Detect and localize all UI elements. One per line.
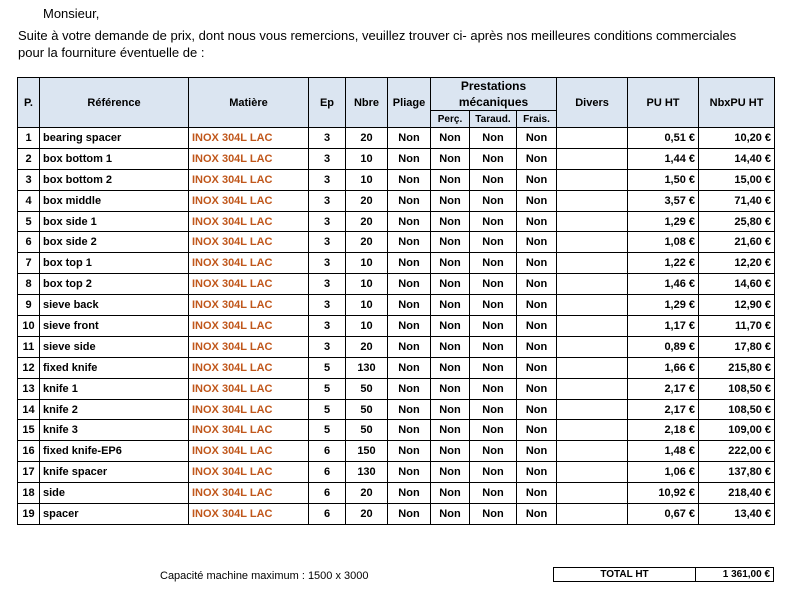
cell-divers [557, 336, 628, 357]
cell-matiere: INOX 304L LAC [189, 316, 309, 337]
table-row [18, 211, 775, 232]
cell-matiere: INOX 304L LAC [189, 399, 309, 420]
cell-divers [557, 148, 628, 169]
cell-nbre: 130 [346, 357, 388, 378]
cell-p: 11 [18, 336, 40, 357]
cell-nbxpu-ht: 17,80 € [699, 336, 775, 357]
cell-nbre: 20 [346, 232, 388, 253]
cell-taraud: Non [470, 316, 517, 337]
quote-table [17, 77, 775, 525]
cell-reference: box top 2 [40, 274, 189, 295]
table-row [18, 148, 775, 169]
cell-perc: Non [431, 274, 470, 295]
greeting: Monsieur, [43, 6, 100, 21]
cell-matiere: INOX 304L LAC [189, 295, 309, 316]
header-pliage: Pliage [388, 78, 431, 128]
cell-divers [557, 128, 628, 149]
cell-frais: Non [517, 211, 557, 232]
cell-reference: knife spacer [40, 462, 189, 483]
cell-perc: Non [431, 253, 470, 274]
cell-perc: Non [431, 357, 470, 378]
cell-divers [557, 483, 628, 504]
table-row [18, 336, 775, 357]
cell-taraud: Non [470, 378, 517, 399]
header-reference: Référence [40, 78, 189, 128]
cell-frais: Non [517, 483, 557, 504]
cell-nbre: 10 [346, 295, 388, 316]
cell-taraud: Non [470, 462, 517, 483]
cell-ep: 5 [309, 399, 346, 420]
cell-pu-ht: 0,51 € [628, 128, 699, 149]
cell-nbre: 50 [346, 399, 388, 420]
cell-pliage: Non [388, 483, 431, 504]
cell-pliage: Non [388, 420, 431, 441]
cell-pu-ht: 1,06 € [628, 462, 699, 483]
cell-divers [557, 504, 628, 525]
cell-p: 19 [18, 504, 40, 525]
cell-pliage: Non [388, 253, 431, 274]
cell-reference: box bottom 1 [40, 148, 189, 169]
cell-ep: 3 [309, 253, 346, 274]
table-row [18, 441, 775, 462]
cell-frais: Non [517, 357, 557, 378]
cell-ep: 3 [309, 190, 346, 211]
cell-taraud: Non [470, 336, 517, 357]
cell-taraud: Non [470, 357, 517, 378]
cell-matiere: INOX 304L LAC [189, 211, 309, 232]
cell-nbre: 10 [346, 148, 388, 169]
cell-pu-ht: 1,44 € [628, 148, 699, 169]
cell-nbxpu-ht: 12,20 € [699, 253, 775, 274]
cell-perc: Non [431, 378, 470, 399]
cell-reference: knife 2 [40, 399, 189, 420]
cell-perc: Non [431, 169, 470, 190]
table-row [18, 504, 775, 525]
cell-reference: knife 1 [40, 378, 189, 399]
cell-reference: knife 3 [40, 420, 189, 441]
cell-nbxpu-ht: 109,00 € [699, 420, 775, 441]
cell-frais: Non [517, 336, 557, 357]
cell-perc: Non [431, 148, 470, 169]
header-p: P. [18, 78, 40, 128]
cell-perc: Non [431, 336, 470, 357]
cell-matiere: INOX 304L LAC [189, 462, 309, 483]
cell-pu-ht: 1,66 € [628, 357, 699, 378]
table-row [18, 420, 775, 441]
cell-ep: 3 [309, 211, 346, 232]
cell-nbre: 20 [346, 190, 388, 211]
cell-nbxpu-ht: 14,60 € [699, 274, 775, 295]
cell-p: 6 [18, 232, 40, 253]
cell-pliage: Non [388, 378, 431, 399]
cell-pliage: Non [388, 232, 431, 253]
cell-pliage: Non [388, 148, 431, 169]
header-nbxpu-ht: NbxPU HT [699, 78, 775, 128]
header-divers: Divers [557, 78, 628, 128]
cell-perc: Non [431, 190, 470, 211]
cell-p: 13 [18, 378, 40, 399]
cell-frais: Non [517, 295, 557, 316]
total-label: TOTAL HT [554, 568, 696, 582]
cell-pliage: Non [388, 274, 431, 295]
cell-nbre: 10 [346, 274, 388, 295]
cell-p: 3 [18, 169, 40, 190]
table-row [18, 399, 775, 420]
cell-p: 1 [18, 128, 40, 149]
cell-p: 17 [18, 462, 40, 483]
cell-nbxpu-ht: 21,60 € [699, 232, 775, 253]
cell-taraud: Non [470, 128, 517, 149]
cell-taraud: Non [470, 295, 517, 316]
cell-taraud: Non [470, 483, 517, 504]
cell-frais: Non [517, 232, 557, 253]
cell-nbre: 20 [346, 483, 388, 504]
cell-taraud: Non [470, 420, 517, 441]
cell-reference: bearing spacer [40, 128, 189, 149]
cell-ep: 3 [309, 148, 346, 169]
cell-taraud: Non [470, 504, 517, 525]
cell-pliage: Non [388, 316, 431, 337]
cell-matiere: INOX 304L LAC [189, 336, 309, 357]
cell-pliage: Non [388, 128, 431, 149]
cell-pliage: Non [388, 504, 431, 525]
cell-pliage: Non [388, 441, 431, 462]
cell-reference: fixed knife [40, 357, 189, 378]
cell-ep: 6 [309, 441, 346, 462]
cell-frais: Non [517, 504, 557, 525]
cell-matiere: INOX 304L LAC [189, 483, 309, 504]
cell-ep: 3 [309, 336, 346, 357]
quote-rows [18, 128, 775, 525]
cell-p: 9 [18, 295, 40, 316]
table-row [18, 295, 775, 316]
cell-frais: Non [517, 420, 557, 441]
cell-divers [557, 274, 628, 295]
cell-p: 5 [18, 211, 40, 232]
cell-matiere: INOX 304L LAC [189, 190, 309, 211]
cell-nbre: 10 [346, 169, 388, 190]
cell-nbre: 20 [346, 211, 388, 232]
cell-divers [557, 253, 628, 274]
cell-pu-ht: 3,57 € [628, 190, 699, 211]
cell-taraud: Non [470, 399, 517, 420]
cell-matiere: INOX 304L LAC [189, 148, 309, 169]
table-row [18, 232, 775, 253]
cell-ep: 6 [309, 483, 346, 504]
cell-frais: Non [517, 399, 557, 420]
header-perc: Perç. [431, 111, 470, 128]
cell-frais: Non [517, 190, 557, 211]
cell-frais: Non [517, 253, 557, 274]
cell-divers [557, 295, 628, 316]
cell-p: 8 [18, 274, 40, 295]
cell-taraud: Non [470, 274, 517, 295]
cell-nbxpu-ht: 10,20 € [699, 128, 775, 149]
total-value: 1 361,00 € [696, 568, 774, 582]
cell-frais: Non [517, 316, 557, 337]
cell-pu-ht: 1,50 € [628, 169, 699, 190]
table-row [18, 190, 775, 211]
cell-reference: box side 2 [40, 232, 189, 253]
cell-ep: 3 [309, 169, 346, 190]
cell-frais: Non [517, 274, 557, 295]
cell-divers [557, 357, 628, 378]
cell-perc: Non [431, 316, 470, 337]
cell-nbxpu-ht: 137,80 € [699, 462, 775, 483]
cell-nbxpu-ht: 14,40 € [699, 148, 775, 169]
cell-pliage: Non [388, 169, 431, 190]
cell-pliage: Non [388, 336, 431, 357]
cell-p: 18 [18, 483, 40, 504]
cell-p: 12 [18, 357, 40, 378]
cell-p: 15 [18, 420, 40, 441]
cell-pu-ht: 0,89 € [628, 336, 699, 357]
table-row [18, 128, 775, 149]
cell-nbxpu-ht: 222,00 € [699, 441, 775, 462]
cell-p: 16 [18, 441, 40, 462]
cell-divers [557, 420, 628, 441]
cell-reference: sieve side [40, 336, 189, 357]
cell-nbxpu-ht: 108,50 € [699, 378, 775, 399]
table-row [18, 357, 775, 378]
cell-pu-ht: 1,48 € [628, 441, 699, 462]
cell-nbxpu-ht: 13,40 € [699, 504, 775, 525]
total-table [553, 567, 774, 582]
cell-nbre: 20 [346, 128, 388, 149]
cell-perc: Non [431, 420, 470, 441]
cell-matiere: INOX 304L LAC [189, 441, 309, 462]
cell-divers [557, 169, 628, 190]
cell-ep: 3 [309, 232, 346, 253]
cell-pu-ht: 1,46 € [628, 274, 699, 295]
cell-nbxpu-ht: 71,40 € [699, 190, 775, 211]
cell-perc: Non [431, 232, 470, 253]
cell-perc: Non [431, 399, 470, 420]
cell-perc: Non [431, 441, 470, 462]
cell-reference: sieve back [40, 295, 189, 316]
cell-nbre: 50 [346, 378, 388, 399]
cell-perc: Non [431, 295, 470, 316]
table-row [18, 169, 775, 190]
cell-nbxpu-ht: 108,50 € [699, 399, 775, 420]
cell-divers [557, 441, 628, 462]
cell-ep: 6 [309, 504, 346, 525]
cell-reference: box side 1 [40, 211, 189, 232]
cell-frais: Non [517, 169, 557, 190]
cell-nbxpu-ht: 215,80 € [699, 357, 775, 378]
cell-perc: Non [431, 128, 470, 149]
cell-perc: Non [431, 483, 470, 504]
prestations-title: Prestations mécaniques [458, 79, 529, 109]
cell-taraud: Non [470, 253, 517, 274]
capacity-note: Capacité machine maximum : 1500 x 3000 [160, 570, 369, 582]
cell-pu-ht: 2,17 € [628, 378, 699, 399]
cell-taraud: Non [470, 441, 517, 462]
cell-reference: sieve front [40, 316, 189, 337]
cell-nbre: 50 [346, 420, 388, 441]
cell-pliage: Non [388, 462, 431, 483]
cell-perc: Non [431, 462, 470, 483]
cell-nbre: 10 [346, 253, 388, 274]
table-row [18, 316, 775, 337]
cell-divers [557, 232, 628, 253]
table-row [18, 274, 775, 295]
cell-divers [557, 462, 628, 483]
cell-nbre: 10 [346, 316, 388, 337]
header-nbre: Nbre [346, 78, 388, 128]
cell-pliage: Non [388, 399, 431, 420]
cell-perc: Non [431, 504, 470, 525]
cell-matiere: INOX 304L LAC [189, 232, 309, 253]
cell-nbxpu-ht: 218,40 € [699, 483, 775, 504]
cell-matiere: INOX 304L LAC [189, 378, 309, 399]
cell-taraud: Non [470, 148, 517, 169]
cell-frais: Non [517, 441, 557, 462]
cell-ep: 5 [309, 357, 346, 378]
cell-matiere: INOX 304L LAC [189, 274, 309, 295]
cell-reference: fixed knife-EP6 [40, 441, 189, 462]
cell-taraud: Non [470, 232, 517, 253]
cell-taraud: Non [470, 190, 517, 211]
cell-taraud: Non [470, 211, 517, 232]
cell-reference: spacer [40, 504, 189, 525]
cell-pliage: Non [388, 190, 431, 211]
cell-p: 14 [18, 399, 40, 420]
cell-matiere: INOX 304L LAC [189, 504, 309, 525]
cell-matiere: INOX 304L LAC [189, 253, 309, 274]
cell-pu-ht: 2,17 € [628, 399, 699, 420]
header-taraud: Taraud. [470, 111, 517, 128]
header-frais: Frais. [517, 111, 557, 128]
header-pu-ht: PU HT [628, 78, 699, 128]
cell-frais: Non [517, 128, 557, 149]
cell-nbxpu-ht: 25,80 € [699, 211, 775, 232]
cell-matiere: INOX 304L LAC [189, 357, 309, 378]
cell-ep: 5 [309, 420, 346, 441]
cell-pliage: Non [388, 295, 431, 316]
cell-p: 7 [18, 253, 40, 274]
cell-divers [557, 378, 628, 399]
cell-ep: 6 [309, 462, 346, 483]
header-matiere: Matière [189, 78, 309, 128]
cell-reference: box middle [40, 190, 189, 211]
cell-divers [557, 211, 628, 232]
cell-ep: 3 [309, 316, 346, 337]
cell-reference: box bottom 2 [40, 169, 189, 190]
cell-pu-ht: 1,29 € [628, 295, 699, 316]
cell-p: 2 [18, 148, 40, 169]
cell-ep: 3 [309, 295, 346, 316]
header-ep: Ep [309, 78, 346, 128]
cell-nbre: 20 [346, 504, 388, 525]
table-row [18, 253, 775, 274]
cell-pu-ht: 1,22 € [628, 253, 699, 274]
cell-pliage: Non [388, 211, 431, 232]
cell-p: 4 [18, 190, 40, 211]
cell-ep: 3 [309, 128, 346, 149]
cell-nbre: 150 [346, 441, 388, 462]
cell-nbre: 20 [346, 336, 388, 357]
cell-divers [557, 399, 628, 420]
intro-paragraph: Suite à votre demande de prix, dont nous vous remercions, veuillez trouver ci- après nos meilleures conditions commerciales pour la fourniture éventuelle de : [18, 28, 737, 60]
cell-frais: Non [517, 378, 557, 399]
cell-matiere: INOX 304L LAC [189, 128, 309, 149]
cell-pu-ht: 2,18 € [628, 420, 699, 441]
cell-reference: box top 1 [40, 253, 189, 274]
cell-frais: Non [517, 462, 557, 483]
cell-matiere: INOX 304L LAC [189, 420, 309, 441]
cell-ep: 5 [309, 378, 346, 399]
cell-nbre: 130 [346, 462, 388, 483]
cell-p: 10 [18, 316, 40, 337]
cell-perc: Non [431, 211, 470, 232]
cell-taraud: Non [470, 169, 517, 190]
cell-pliage: Non [388, 357, 431, 378]
cell-frais: Non [517, 148, 557, 169]
cell-reference: side [40, 483, 189, 504]
cell-pu-ht: 10,92 € [628, 483, 699, 504]
cell-divers [557, 316, 628, 337]
cell-pu-ht: 1,08 € [628, 232, 699, 253]
header-prestations [431, 78, 557, 111]
cell-ep: 3 [309, 274, 346, 295]
cell-pu-ht: 0,67 € [628, 504, 699, 525]
cell-matiere: INOX 304L LAC [189, 169, 309, 190]
cell-nbxpu-ht: 12,90 € [699, 295, 775, 316]
cell-pu-ht: 1,17 € [628, 316, 699, 337]
table-row [18, 378, 775, 399]
cell-nbxpu-ht: 15,00 € [699, 169, 775, 190]
cell-pu-ht: 1,29 € [628, 211, 699, 232]
cell-divers [557, 190, 628, 211]
cell-nbxpu-ht: 11,70 € [699, 316, 775, 337]
table-row [18, 483, 775, 504]
table-row [18, 462, 775, 483]
